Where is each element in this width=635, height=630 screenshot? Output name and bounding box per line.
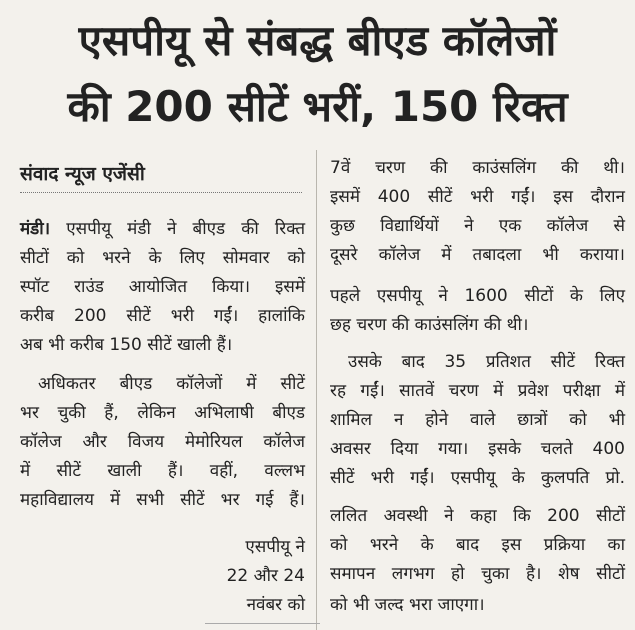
article-line: समापन लगभग हो चुका है। शेष सीटों xyxy=(330,564,625,584)
headline-line-1: एसपीयू से संबद्ध बीएड कॉलेजों xyxy=(78,16,557,65)
article-line xyxy=(20,219,305,239)
article-line: सीटों को भरने के लिए सोमवार को xyxy=(20,248,305,268)
article-line: नवंबर को xyxy=(246,595,305,615)
article-line: 22 और 24 xyxy=(226,566,305,586)
article-line: कॉलेज और विजय मेमोरियल कॉलेज xyxy=(20,432,305,452)
article-line: महाविद्यालय में सभी सीटें भर गई हैं। xyxy=(20,490,305,510)
article-line: भर चुकी हैं, लेकिन अभिलाषी बीएड xyxy=(20,403,305,423)
headline-line-2: की 200 सीटें भरीं, 150 रिक्त xyxy=(67,82,568,131)
article-line: स्पॉट राउंड आयोजित किया। इसमें xyxy=(20,277,305,297)
article-line-text: एसपीयू मंडी ने बीएड की रिक्त xyxy=(66,219,306,239)
article-line: अब भी करीब 150 सीटें खाली हैं। xyxy=(20,335,233,355)
byline-divider xyxy=(20,192,302,193)
article-line: में सीटें खाली हैं। वहीं, वल्लभ xyxy=(20,461,305,481)
article-line: शामिल न होने वाले छात्रों को भी xyxy=(330,410,625,430)
bottom-divider xyxy=(205,623,320,624)
article-line: इसमें 400 सीटें भरी गईं। इस दौरान xyxy=(330,187,625,207)
article-line: पहले एसपीयू ने 1600 सीटों के लिए xyxy=(330,286,625,306)
article-line: रह गईं। सातवें चरण में प्रवेश परीक्षा में xyxy=(330,381,625,401)
article-line: ललित अवस्थी ने कहा कि 200 सीटों xyxy=(330,506,625,526)
column-divider xyxy=(316,150,317,630)
article-line: उसके बाद 35 प्रतिशत सीटें रिक्त xyxy=(348,352,625,372)
article-line: छह चरण की काउंसलिंग की थी। xyxy=(330,315,529,335)
article-line: को भी जल्द भरा जाएगा। xyxy=(330,595,485,615)
article-line: एसपीयू ने xyxy=(245,537,305,557)
article-line: अधिकतर बीएड कॉलेजों में सीटें xyxy=(38,374,305,394)
article-line: सीटें भरी गईं। एसपीयू के कुलपति प्रो. xyxy=(330,468,625,488)
dateline: मंडी। xyxy=(20,219,51,239)
article-line: कुछ विद्यार्थियों ने एक कॉलेज से xyxy=(330,216,625,236)
article-line: अवसर दिया गया। इसके चलते 400 xyxy=(330,439,625,459)
article-line: करीब 200 सीटें भरी गईं। हालांकि xyxy=(20,306,305,326)
article-line: 7वें चरण की काउंसलिंग की थी। xyxy=(330,158,625,178)
article-line: दूसरे कॉलेज में तबादला भी कराया। xyxy=(330,245,625,265)
byline: संवाद न्यूज एजेंसी xyxy=(20,163,145,185)
article-line: को भरने के बाद इस प्रक्रिया का xyxy=(330,535,625,555)
